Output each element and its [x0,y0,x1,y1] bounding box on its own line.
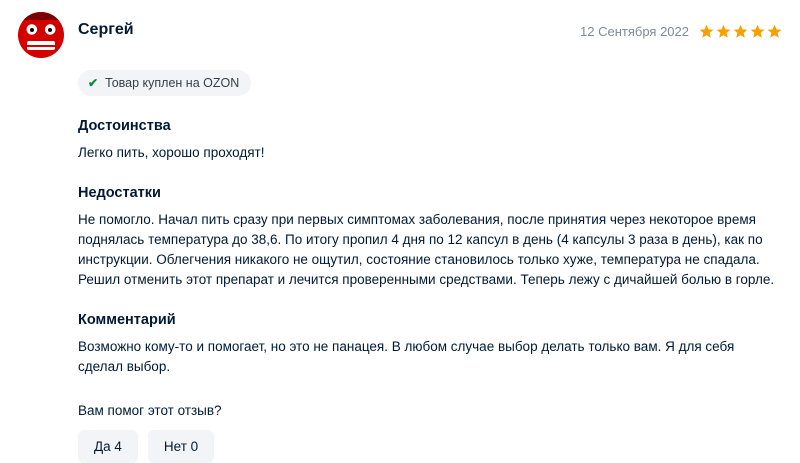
avatar-pupil-right [48,28,52,32]
comment-text: Возможно кому-то и помогает, но это не панацея. В любом случае выбор делать только вам. Я для себя сделал выбор. [78,339,735,374]
cons-text: Не помогло. Начал пить сразу при первых симптомах заболевания, после принятия через некоторое время поднялась температура до 38,6. По итогу пропил 4 дня по 12 капсул в день (4 капсулы 3 раза в день), как по инструкции. Облегчения никакого не ощутил, состояние становилось только хуже, температура не спадала. Решил отменить этот препарат и лечится проверенными средствами. Теперь лежу с дичайшей болью в горле. [78,212,775,287]
review-date: 12 Сентября 2022 [580,24,689,39]
avatar[interactable] [18,12,64,58]
rating-stars [699,24,782,39]
vote-row [78,430,782,463]
review-header [18,10,782,58]
vote-yes-button[interactable]: Да 4 [78,430,138,463]
star-icon [733,24,748,39]
avatar-mouth [27,41,55,50]
helpful-question: Вам помог этот отзыв? [78,403,222,418]
star-icon [767,24,782,39]
review-body [78,58,782,463]
pros-text: Легко пить, хорошо проходят! [78,145,265,160]
avatar-pupil-left [30,28,34,32]
pros-title: Достоинства [78,118,171,134]
purchase-badge [78,70,251,96]
star-icon [699,24,714,39]
author-name: Сергей [78,21,134,38]
header-meta [580,24,782,39]
avatar-eyes [18,12,64,58]
check-icon: ✔ [88,76,99,90]
vote-no-button[interactable]: Нет 0 [148,430,214,463]
purchase-badge-label: Товар куплен на OZON [105,76,240,90]
star-icon [750,24,765,39]
comment-title: Комментарий [78,312,176,328]
cons-title: Недостатки [78,185,161,201]
star-icon [716,24,731,39]
